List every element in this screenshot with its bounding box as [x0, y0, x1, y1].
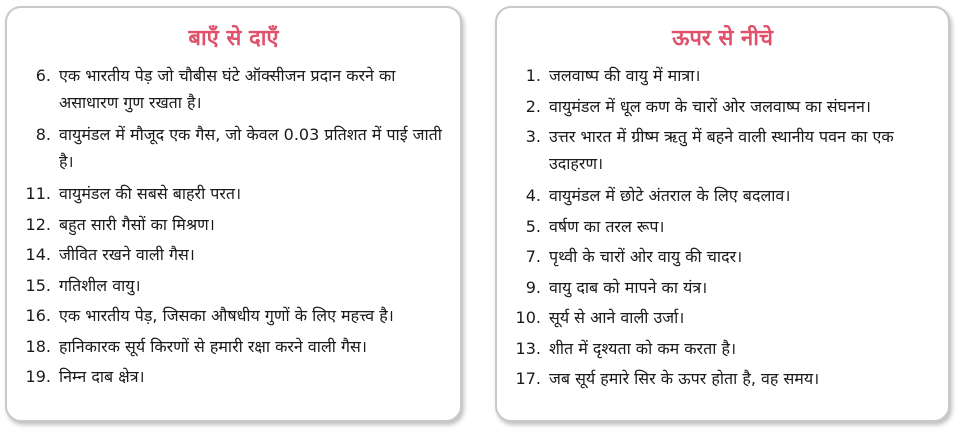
clue-text: बहुत सारी गैसों का मिश्रण।: [59, 214, 215, 234]
clue-item: [7, 333, 460, 361]
clue-item: [7, 62, 460, 116]
clue-item: [7, 363, 460, 391]
clue-item: [497, 123, 948, 177]
down-title: ऊपर से नीचे: [672, 26, 773, 51]
clue-item: [7, 180, 460, 208]
clue-text: एक भारतीय पेड़, जिसका औषधीय गुणों के लिए महत्त्व है।: [59, 306, 394, 325]
clue-item: [497, 365, 948, 393]
clue-item: [497, 335, 948, 363]
clue-number: 1.: [525, 66, 541, 85]
clue-item: [7, 121, 460, 175]
clue-item: [497, 93, 948, 121]
clue-number: 17.: [515, 369, 541, 388]
clue-number: 13.: [515, 338, 541, 358]
clue-text: जब सूर्य हमारे सिर के ऊपर होता है, वह समय।: [549, 369, 820, 388]
clue-item: [497, 182, 948, 210]
clue-number: 15.: [25, 275, 51, 295]
clue-number: 18.: [25, 336, 51, 356]
clue-text: जलवाष्प की वायु में मात्रा।: [549, 66, 701, 85]
across-clue-list: [7, 62, 460, 391]
clue-number: 8.: [35, 125, 51, 144]
clue-text: वायुमंडल में छोटे अंतराल के लिए बदलाव।: [549, 186, 791, 205]
clue-number: 12.: [25, 214, 51, 234]
clue-number: 5.: [525, 216, 541, 236]
clue-text: वायुमंडल में धूल कण के चारों ओर जलवाष्प का संघनन।: [549, 96, 871, 116]
clue-item: [497, 213, 948, 241]
clue-text: एक भारतीय पेड़ जो चौबीस घंटे ऑक्सीजन प्रदान करने का असाधारण गुण रखता है।: [59, 66, 396, 112]
clue-item: [7, 211, 460, 239]
clue-text: वायु दाब को मापने का यंत्र।: [549, 277, 708, 297]
across-clues-panel: [5, 6, 462, 422]
clue-text: शीत में दृश्यता को कम करता है।: [549, 338, 737, 358]
down-clue-list: [497, 62, 948, 393]
clue-item: [497, 304, 948, 332]
clue-item: [7, 302, 460, 330]
clue-item: [497, 274, 948, 302]
clue-number: 11.: [25, 184, 51, 203]
across-title: बाएँ से दाएँ: [188, 26, 279, 51]
clue-number: 10.: [515, 308, 541, 327]
clue-number: 16.: [25, 306, 51, 325]
clue-text: वायुमंडल की सबसे बाहरी परत।: [59, 184, 242, 203]
down-clues-panel: [495, 6, 950, 422]
clue-item: [497, 62, 948, 90]
clue-item: [497, 243, 948, 271]
clue-text: गतिशील वायु।: [59, 275, 141, 295]
clue-text: सूर्य से आने वाली उर्जा।: [549, 308, 685, 327]
clue-number: 2.: [525, 96, 541, 116]
clue-number: 7.: [525, 247, 541, 266]
clue-number: 3.: [525, 127, 541, 146]
clue-item: [7, 272, 460, 300]
clue-text: वर्षण का तरल रूप।: [549, 216, 665, 236]
clue-text: वायुमंडल में मौजूद एक गैस, जो केवल 0.03 प्रतिशत में पाई जाती है।: [59, 125, 442, 171]
clue-item: [7, 241, 460, 269]
clue-text: जीवित रखने वाली गैस।: [59, 245, 195, 264]
clue-number: 9.: [525, 277, 541, 297]
clue-number: 4.: [525, 186, 541, 205]
clue-number: 6.: [35, 66, 51, 85]
clue-number: 14.: [25, 245, 51, 264]
clue-text: निम्न दाब क्षेत्र।: [59, 367, 145, 386]
clue-text: पृथ्वी के चारों ओर वायु की चादर।: [549, 247, 743, 266]
clue-text: हानिकारक सूर्य किरणों से हमारी रक्षा करने वाली गैस।: [59, 336, 367, 356]
clue-number: 19.: [25, 367, 51, 386]
clue-text: उत्तर भारत में ग्रीष्म ऋतु में बहने वाली स्थानीय पवन का एक उदाहरण।: [549, 127, 894, 173]
